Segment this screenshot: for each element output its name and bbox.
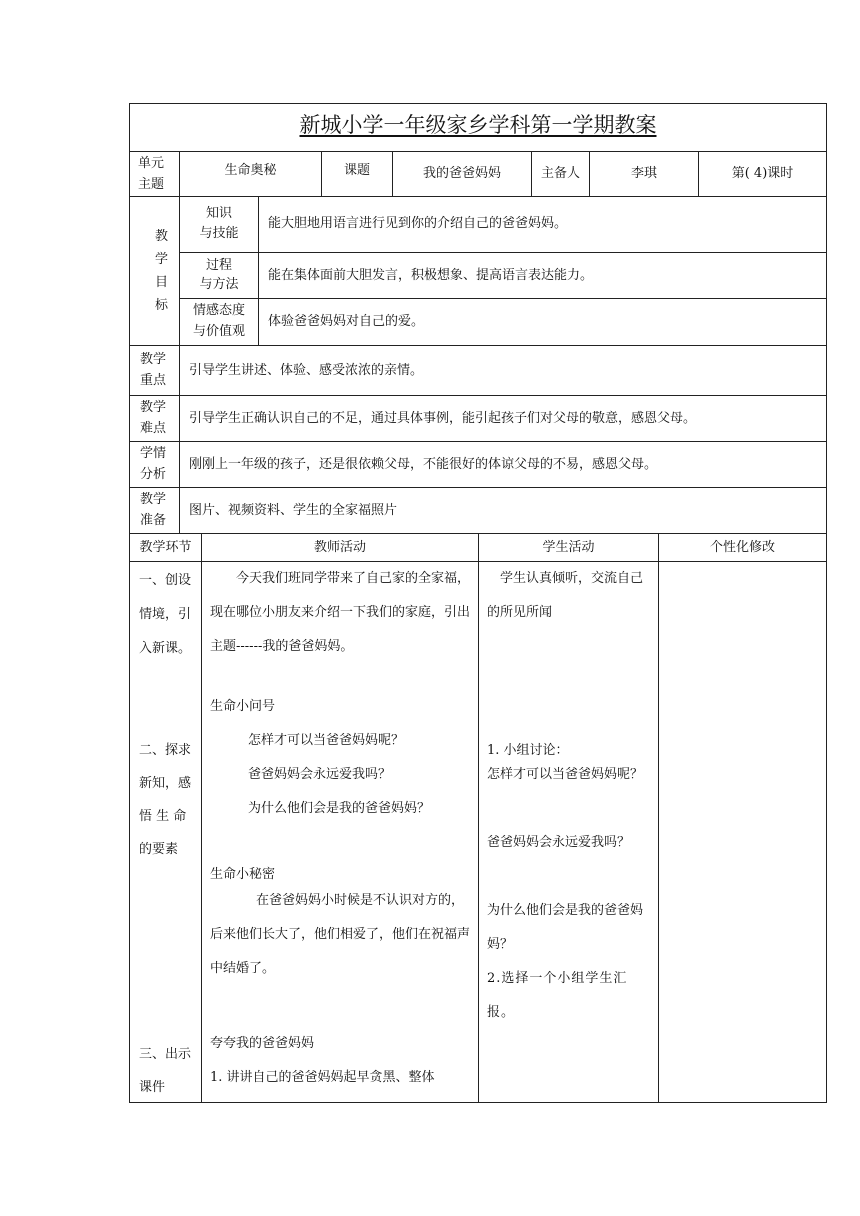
section-label-line2: 准备	[140, 513, 167, 528]
section-text-cell	[179, 345, 827, 396]
stage-header: 教学环节	[139, 540, 192, 555]
page-title: 新城小学一年级家乡学科第一学期教案	[299, 113, 657, 137]
section-label-cell	[129, 487, 180, 534]
section-label-line1: 教学	[140, 352, 167, 367]
secret-title: 生命小秘密	[210, 867, 276, 882]
goal-type-cell	[179, 252, 259, 299]
section-label-cell	[129, 395, 180, 442]
student-intro: 学生认真倾听，交流自己的所见所闻	[487, 571, 644, 620]
goal-text-cell	[258, 196, 827, 253]
goal-text-cell	[258, 298, 827, 346]
section-label-line1: 教学	[140, 400, 167, 415]
analysis-text: 刚刚上一年级的孩子，还是很依赖父母，不能很好的体谅父母的不易，感恩父母。	[189, 457, 658, 472]
stage-line: 悟 生 命	[139, 809, 187, 824]
goals-label-char: 目	[155, 275, 169, 290]
custom-column	[658, 561, 827, 1103]
preparation-text: 图片、视频资料、学生的全家福照片	[189, 503, 398, 518]
goal-type-line2: 与方法	[199, 277, 239, 292]
goal-type-line2: 与价值观	[192, 324, 245, 339]
stage-line: 二、探求	[139, 743, 192, 758]
preparer-label-cell	[531, 151, 590, 197]
process-header-cell	[658, 533, 827, 562]
section-label-line2: 分析	[140, 467, 167, 482]
goal-type-line1: 知识	[205, 206, 232, 221]
lesson-no-cell	[698, 151, 827, 197]
section-label-line1: 教学	[140, 492, 167, 507]
question-item: 怎样才可以当爸爸妈妈呢？	[248, 733, 405, 748]
goal-type-line1: 情感态度	[192, 303, 245, 318]
unit-value-cell	[179, 151, 322, 197]
student-report: 2.选择一个小组学生汇报。	[487, 971, 628, 1020]
goal-text: 能在集体面前大胆发言，积极想象、提高语言表达能力。	[268, 268, 594, 283]
lesson-no: 第( 4)课时	[731, 166, 794, 181]
stage-line: 一、创设	[139, 573, 192, 588]
goal-type-line1: 过程	[205, 258, 232, 273]
stage-line: 的要素	[139, 842, 179, 857]
goal-type-line2: 与技能	[199, 226, 239, 241]
preparer-label: 主备人	[540, 166, 580, 181]
section-label-line1: 学情	[140, 446, 167, 461]
topic-value: 我的爸爸妈妈	[422, 166, 501, 181]
teacher-intro: 今天我们班同学带来了自己家的全家福，现在哪位小朋友来介绍一下我们的家庭，引出主题------我的爸爸妈妈。	[210, 571, 471, 654]
preparer-value: 李琪	[630, 166, 657, 181]
process-header-cell	[129, 533, 202, 562]
unit-label-line2: 主题	[138, 177, 165, 192]
goals-label-char: 教	[155, 229, 169, 244]
goal-text-cell	[258, 252, 827, 299]
praise-item: 1. 讲讲自己的爸爸妈妈起早贪黑、整体	[210, 1070, 435, 1085]
question-item: 为什么他们会是我的爸爸妈妈？	[248, 801, 431, 816]
goals-label-char: 标	[155, 298, 169, 313]
section-text-cell	[179, 487, 827, 534]
stage-line: 新知，感	[139, 776, 192, 791]
section-label-line2: 难点	[140, 421, 167, 436]
question-item: 爸爸妈妈会永远爱我吗？	[248, 767, 392, 782]
unit-label-line1: 单元	[138, 156, 165, 171]
preparer-value-cell	[589, 151, 699, 197]
process-header-cell	[478, 533, 659, 562]
section-label-cell	[129, 441, 180, 488]
topic-value-cell	[392, 151, 532, 197]
stage-line: 入新课。	[139, 641, 192, 656]
stage-line: 课件	[139, 1080, 166, 1095]
unit-label-cell	[129, 151, 180, 197]
section-text-cell	[179, 395, 827, 442]
process-header-cell	[201, 533, 479, 562]
section-text-cell	[179, 441, 827, 488]
difficulties-text: 引导学生正确认识自己的不足，通过具体事例，能引起孩子们对父母的敬意，感恩父母。	[189, 411, 697, 426]
goals-label-cell	[129, 196, 180, 346]
teacher-header: 教师活动	[313, 540, 366, 555]
section-label-cell	[129, 345, 180, 396]
topic-label-cell	[321, 151, 393, 197]
stage-column	[129, 561, 202, 1103]
student-question: 怎样才可以当爸爸妈妈呢？	[487, 767, 644, 782]
stage-line: 情境，引	[139, 607, 192, 622]
key-points-text: 引导学生讲述、体验、感受浓浓的亲情。	[189, 363, 424, 378]
student-question: 爸爸妈妈会永远爱我吗？	[487, 835, 631, 850]
goal-type-cell	[179, 298, 259, 346]
goal-type-cell	[179, 196, 259, 253]
section-label-line2: 重点	[140, 373, 167, 388]
goal-text: 能大胆地用语言进行见到你的介绍自己的爸爸妈妈。	[268, 216, 568, 231]
topic-label: 课题	[343, 163, 370, 178]
title-cell	[129, 103, 827, 152]
student-column	[478, 561, 659, 1103]
teacher-column	[201, 561, 479, 1103]
goals-label-char: 学	[155, 252, 169, 267]
praise-title: 夸夸我的爸爸妈妈	[210, 1036, 315, 1051]
student-question: 为什么他们会是我的爸爸妈妈？	[487, 903, 644, 952]
student-header: 学生活动	[542, 540, 595, 555]
student-discuss: 1. 小组讨论：	[487, 743, 569, 758]
question-title: 生命小问号	[210, 699, 276, 714]
unit-value: 生命奥秘	[224, 163, 277, 178]
custom-header: 个性化修改	[709, 540, 775, 555]
secret-text: 在爸爸妈妈小时候是不认识对方的，后来他们长大了，他们相爱了，他们在祝福声中结婚了。	[210, 893, 471, 976]
goal-text: 体验爸爸妈妈对自己的爱。	[268, 314, 425, 329]
stage-line: 三、出示	[139, 1047, 192, 1062]
